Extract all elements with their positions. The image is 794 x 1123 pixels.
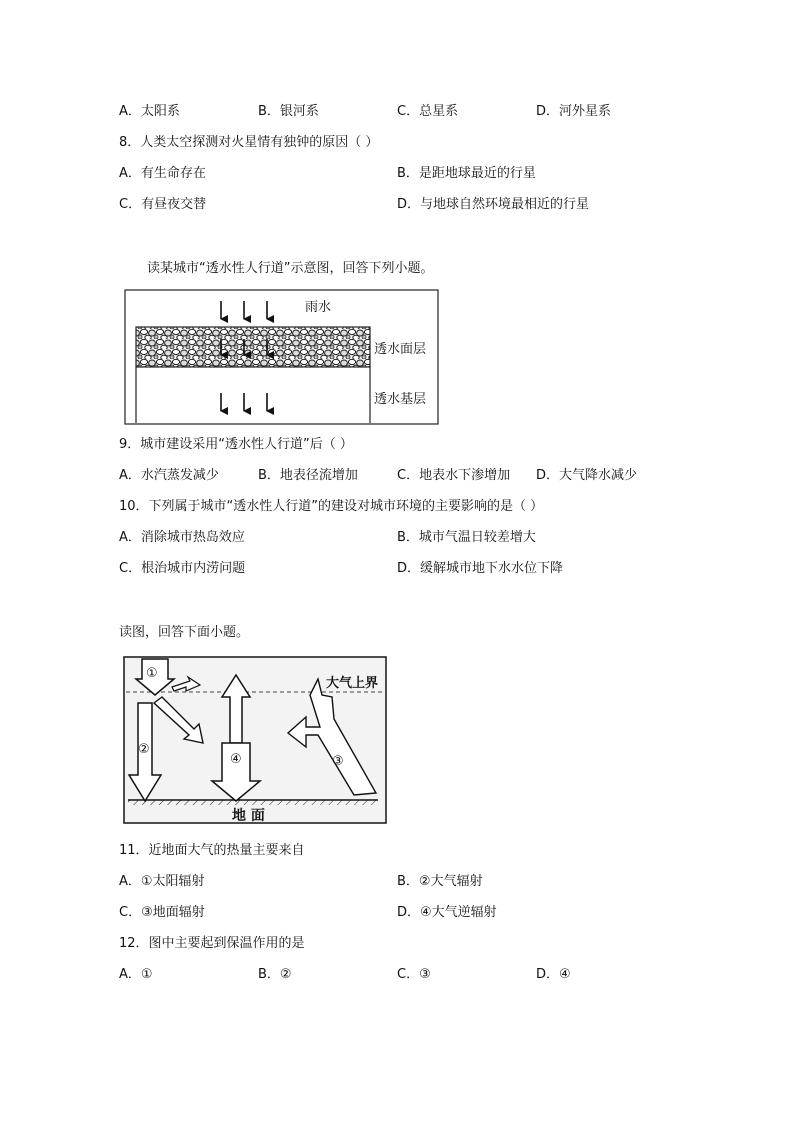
q12-option-a: A．① — [119, 967, 153, 982]
permeable-sidewalk-figure — [124, 289, 439, 425]
q9-stem: 9．城市建设采用“透水性人行道”后（ ） — [119, 437, 353, 452]
intro-paragraph-1: 读某城市“透水性人行道”示意图，回答下列小题。 — [147, 261, 434, 276]
q10-option-c: C．根治城市内涝问题 — [119, 561, 246, 576]
q8-option-d: D．与地球自然环境最相近的行星 — [397, 197, 590, 212]
base-layer-label: 透水基层 — [374, 392, 427, 407]
q10-stem: 10．下列属于城市“透水性人行道”的建设对城市环境的主要影响的是（ ） — [119, 499, 544, 514]
q8-option-b: B．是距地球最近的行星 — [397, 166, 536, 181]
upper-atmosphere-label: 大气上界 — [326, 676, 379, 691]
q7-option-a: A．太阳系 — [119, 104, 180, 119]
intro-paragraph-2: 读图，回答下面小题。 — [119, 625, 250, 640]
q7-option-c: C．总星系 — [397, 104, 459, 119]
q11-stem: 11．近地面大气的热量主要来自 — [119, 843, 305, 858]
q11-option-d: D．④大气逆辐射 — [397, 905, 497, 920]
label-3: ③ — [332, 754, 344, 769]
q11-option-c: C．③地面辐射 — [119, 905, 205, 920]
q10-option-b: B．城市气温日较差增大 — [397, 530, 536, 545]
q8-option-a: A．有生命存在 — [119, 166, 206, 181]
q9-option-b: B．地表径流增加 — [258, 468, 358, 483]
ground-label: 地 面 — [232, 808, 265, 824]
q11-option-b: B．②大气辐射 — [397, 874, 483, 889]
surface-layer-label: 透水面层 — [374, 342, 427, 357]
q8-stem: 8．人类太空探测对火星情有独钟的原因（ ） — [119, 135, 379, 150]
label-4: ④ — [230, 752, 242, 767]
q12-stem: 12．图中主要起到保温作用的是 — [119, 936, 305, 951]
q10-option-a: A．消除城市热岛效应 — [119, 530, 245, 545]
q7-option-d: D．河外星系 — [536, 104, 612, 119]
q11-option-a: A．①太阳辐射 — [119, 874, 205, 889]
q9-option-c: C．地表水下渗增加 — [397, 468, 511, 483]
atmosphere-heating-figure — [122, 655, 390, 825]
ground-hatch — [128, 800, 378, 805]
q9-option-a: A．水汽蒸发减少 — [119, 468, 219, 483]
q12-option-c: C．③ — [397, 967, 431, 982]
q12-option-b: B．② — [258, 967, 292, 982]
q7-option-b: B．银河系 — [258, 104, 319, 119]
q10-option-d: D．缓解城市地下水水位下降 — [397, 561, 564, 576]
q9-option-d: D．大气降水减少 — [536, 468, 638, 483]
q8-option-c: C．有昼夜交替 — [119, 197, 207, 212]
rain-label: 雨水 — [305, 300, 332, 315]
q12-option-d: D．④ — [536, 967, 571, 982]
permeable-surface-layer — [136, 327, 370, 367]
label-1: ① — [146, 666, 158, 681]
label-2: ② — [138, 742, 150, 757]
